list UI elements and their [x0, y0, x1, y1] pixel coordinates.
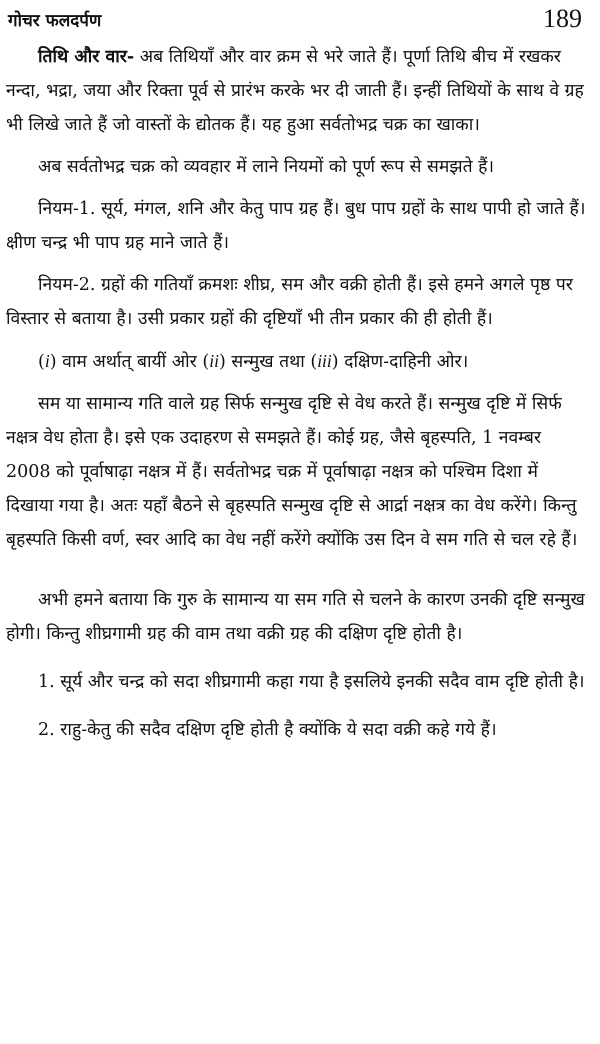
- paragraph-rule-2: नियम-2. ग्रहों की गतियाँ क्रमशः शीघ्र, सम और वक्री होती हैं। इसे हमने अगले पृष्ठ पर विस्तार से बताया है। उसी प्रकार ग्रहों की दृष्टियाँ भी तीन प्रकार की ही होती हैं।: [6, 275, 573, 329]
- paragraph-example: सम या सामान्य गति वाले ग्रह सिर्फ सन्मुख दृष्टि से वेध करते हैं। सन्मुख दृष्टि में सिर्फ नक्षत्र वेध होता है। इसे एक उदाहरण से समझते हैं। कोई ग्रह, जैसे बृहस्पति, 1 नवम्बर 2008 को पूर्वाषाढ़ा नक्षत्र में हैं। सर्वतोभद्र चक्र में पूर्वाषाढ़ा नक्षत्र को पश्चिम दिशा में दिखाया गया है। अतः यहाँ बैठने से बृहस्पति सन्मुख दृष्टि से आर्द्रा नक्षत्र का वेध करेंगे। किन्तु बृहस्पति किसी वर्ण, स्वर आदि का वेध नहीं करेंगे क्योंकि उस दिन वे सम गति से चल रहे हैं।: [6, 394, 578, 550]
- paragraph-intro-rules: अब सर्वतोभद्र चक्र को व्यवहार में लाने नियमों को पूर्ण रूप से समझते हैं।: [38, 157, 495, 177]
- paragraph-text: अब तिथियाँ और वार क्रम से भरे जाते हैं। पूर्णा तिथि बीच में रखकर नन्दा, भद्रा, जया और रिक्ता पूर्व से प्रारंभ करके भर दी जाती हैं। इन्हीं तिथियों के साथ वे ग्रह भी लिखे जाते हैं जो वास्तों के द्योतक हैं। यह हुआ सर्वतोभद्र चक्र का खाका।: [6, 47, 584, 135]
- paren-text: ) सन्मुख तथा (: [218, 352, 318, 372]
- page-body: [6, 40, 590, 747]
- roman-numeral: ii: [209, 351, 219, 371]
- roman-numeral: iii: [317, 351, 332, 371]
- paren-text: ) वाम अर्थात् बायीं ओर (: [49, 352, 210, 372]
- roman-numeral: i: [44, 351, 50, 371]
- list-item: 1. सूर्य और चन्द्र को सदा शीघ्रगामी कहा गया है इसलिये इनकी सदैव वाम दृष्टि होती है।: [38, 672, 585, 692]
- section-heading: तिथि और वार-: [38, 47, 135, 67]
- page-number: 189: [543, 4, 582, 33]
- running-title: गोचर फलदर्पण: [8, 11, 102, 31]
- paragraph-tithi-var: [6, 40, 590, 142]
- paragraph-rule-1: नियम-1. सूर्य, मंगल, शनि और केतु पाप ग्रह हैं। बुध पाप ग्रहों के साथ पापी हो जाते हैं। क्षीण चन्द्र भी पाप ग्रह माने जाते हैं।: [6, 199, 586, 253]
- paren-text: ) दक्षिण-दाहिनी ओर।: [331, 352, 469, 372]
- paragraph-summary: अभी हमने बताया कि गुरु के सामान्य या सम गति से चलने के कारण उनकी दृष्टि सन्मुख होगी। किन्तु शीघ्रगामी ग्रह की वाम तथा वक्री ग्रह की दक्षिण दृष्टि होती है।: [6, 590, 585, 644]
- paren-text: (: [38, 352, 45, 372]
- paragraph-drishti-types: [6, 344, 590, 379]
- page-header: [8, 4, 582, 36]
- list-item: 2. राहु-केतु की सदैव दक्षिण दृष्टि होती है क्योंकि ये सदा वक्री कहे गये हैं।: [38, 720, 497, 740]
